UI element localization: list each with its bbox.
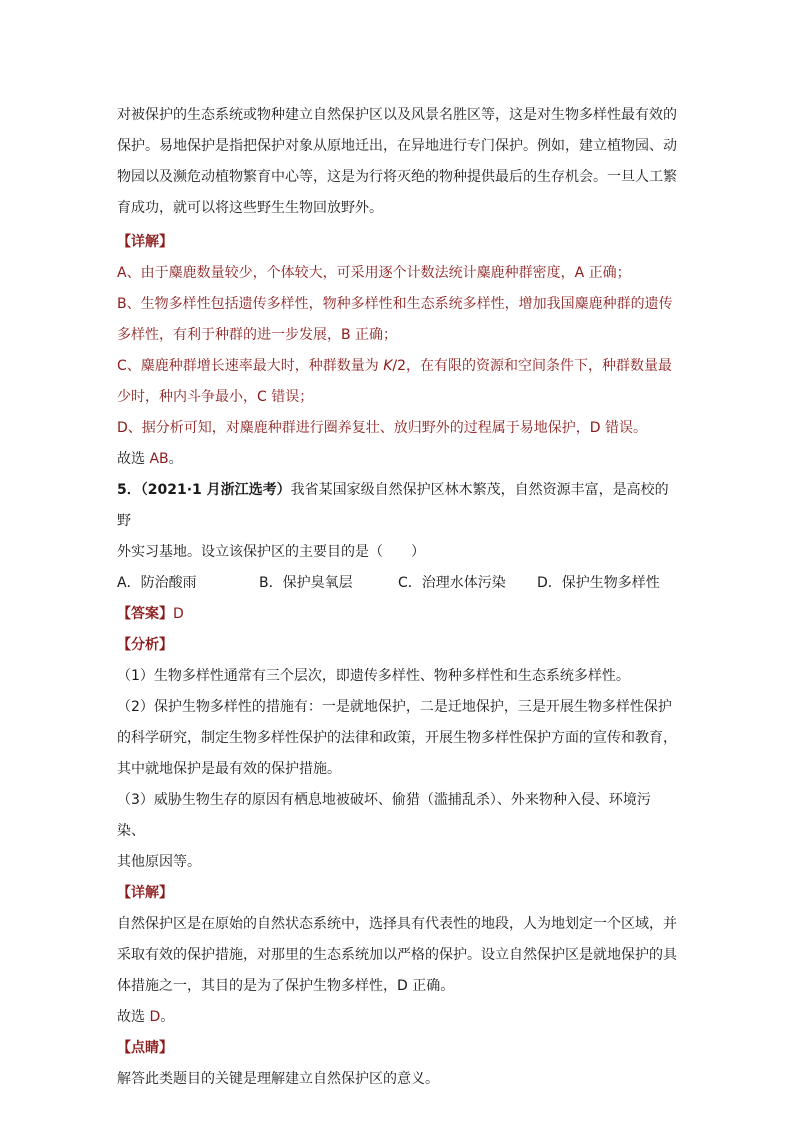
q4-detail-section (117, 227, 677, 475)
option-c: C．治理水体污染 (398, 575, 506, 591)
detail-line: 自然保护区是在原始的自然状态系统中，选择具有代表性的地段，人为地划定一个区域，并 (117, 916, 677, 932)
detail-line: 采取有效的保护措施，对那里的生态系统加以严格的保护。设立自然保护区是就地保护的具 (117, 947, 677, 963)
analysis-point-2-cont: 其中就地保护是最有效的保护措施。 (117, 761, 341, 777)
analysis-point-2: （2）保护生物多样性的措施有：一是就地保护，二是迁地保护，三是开展生物多样性保护 (117, 699, 672, 715)
question-number: 5． (117, 482, 141, 498)
question-stem-text: 我省某国家级自然保护区林木繁茂，自然资源丰富，是高校的野 (117, 482, 669, 529)
c-text-pre: C、麋鹿种群增长速率最大时，种群数量为 (117, 358, 384, 374)
conclusion-suffix: 。 (160, 1009, 175, 1025)
option-d: D．保护生物多样性 (537, 575, 660, 591)
conclusion-answer: D (149, 1009, 161, 1025)
comment-line: 解答此类题目的关键是理解建立自然保护区的意义。 (117, 1071, 439, 1087)
analysis-point-2-cont: 的科学研究，制定生物多样性保护的法律和政策，开展生物多样性保护方面的宣传和教育， (117, 730, 677, 746)
q5-conclusion (117, 1002, 677, 1033)
option-a: A．防治酸雨 (117, 575, 197, 591)
document-page (117, 100, 677, 1095)
conclusion-answer: AB (149, 451, 169, 467)
answer-row (117, 599, 677, 630)
question-source: （2021·1 月浙江选考） (140, 482, 291, 498)
option-b-explanation-cont: 多样性，有利于种群的进一步发展，B 正确； (117, 327, 398, 343)
intro-line: 对被保护的生态系统或物种建立自然保护区以及风景名胜区等，这是对生物多样性最有效的 (117, 107, 677, 123)
k-symbol: K (383, 358, 393, 374)
option-a-explanation: A、由于麋鹿数量较少，个体较大，可采用逐个计数法统计麋鹿种群密度，A 正确； (117, 265, 631, 281)
intro-line: 物园以及濒危动植物繁育中心等，这是为行将灭绝的物种提供最后的生存机会。一旦人工繁 (117, 169, 677, 185)
option-b-explanation: B、生物多样性包括遗传多样性，物种多样性和生态系统多样性，增加我国麋鹿种群的遗传 (117, 296, 673, 312)
detail-heading: 【详解】 (117, 885, 173, 901)
conclusion-prefix: 故选 (117, 451, 150, 467)
conclusion-suffix: 。 (168, 451, 183, 467)
option-d-explanation: D、据分析可知，对麋鹿种群进行圈养复壮、放归野外的过程属于易地保护，D 错误。 (117, 420, 648, 436)
intro-line: 育成功，就可以将这些野生生物回放野外。 (117, 200, 383, 216)
answer-label: 【答案】 (117, 606, 173, 622)
option-b: B．保护臭氧层 (259, 575, 353, 591)
c-text-post: /2，在有限的资源和空间条件下，种群数量最 (392, 358, 673, 374)
question-5 (117, 475, 677, 1095)
question-stem (117, 475, 677, 537)
analysis-point-1: （1）生物多样性通常有三个层次，即遗传多样性、物种多样性和生态系统多样性。 (117, 668, 630, 684)
question-stem-cont: 外实习基地。设立该保护区的主要目的是（ ） (117, 544, 425, 560)
q4-conclusion (117, 444, 677, 475)
option-c-explanation-cont: 少时，种内斗争最小，C 错误； (117, 389, 314, 405)
intro-line: 保护。易地保护是指把保护对象从原地迁出，在异地进行专门保护。例如，建立植物园、动 (117, 138, 677, 154)
analysis-point-3-cont: 其他原因等。 (117, 854, 201, 870)
answer-options (117, 568, 677, 599)
answer-value: D (173, 606, 184, 622)
option-c-explanation (117, 351, 677, 382)
intro-paragraph (117, 100, 677, 224)
detail-line: 体措施之一，其目的是为了保护生物多样性，D 正确。 (117, 978, 455, 994)
conclusion-prefix: 故选 (117, 1009, 150, 1025)
analysis-point-3: （3）威胁生物生存的原因有栖息地被破坏、偷猎（滥捕乱杀）、外来物种入侵、环境污染、 (117, 792, 651, 839)
detail-heading: 【详解】 (117, 234, 173, 250)
analysis-heading: 【分析】 (117, 637, 173, 653)
comment-heading: 【点睛】 (117, 1040, 173, 1056)
